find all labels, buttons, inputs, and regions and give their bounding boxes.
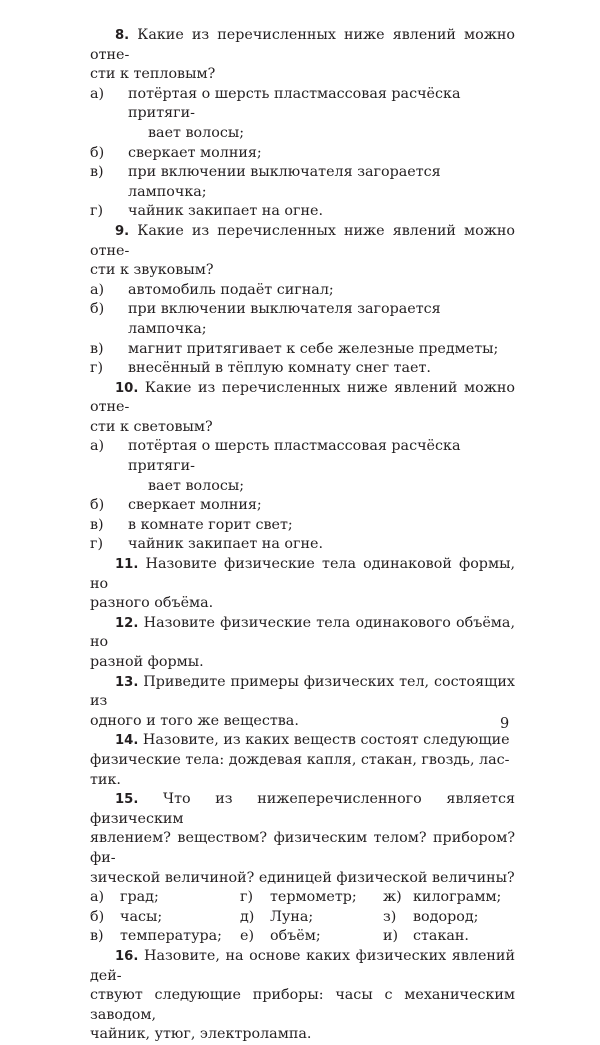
- page-number: 9: [500, 716, 510, 732]
- option-line: вает волосы;: [148, 124, 245, 141]
- answer-option: [90, 281, 515, 301]
- option-letter: и): [383, 928, 399, 945]
- question-line: чайник, утюг, электролампа.: [90, 1026, 312, 1043]
- question-text: [90, 790, 515, 888]
- question-line: физические тела: дождевая капля, стакан, гвоздь, лас-: [90, 751, 510, 768]
- question-9: [90, 222, 515, 379]
- grid-option: [240, 888, 383, 908]
- option-letter: а): [90, 438, 105, 455]
- question-line: Назовите физические тела одинаковой формы, но: [90, 556, 515, 592]
- option-line: вает волосы;: [148, 477, 245, 494]
- question-8: [90, 26, 515, 222]
- answer-option: [90, 535, 515, 555]
- question-line: Назовите физические тела одинакового объёма, но: [90, 614, 515, 651]
- question-number: 15.: [115, 792, 139, 808]
- grid-option: [383, 888, 515, 908]
- option-letter: б): [90, 301, 105, 318]
- grid-option: [90, 888, 240, 908]
- option-text: при включении выключателя загорается лампочка;: [128, 164, 441, 200]
- option-letter: б): [90, 497, 105, 514]
- question-line: сти к звуковым?: [90, 262, 214, 279]
- question-line: Что из нижеперечисленного является физическим: [90, 791, 515, 827]
- option-letter: д): [240, 908, 255, 925]
- question-10: [90, 379, 515, 555]
- option-letter: г): [90, 536, 104, 553]
- option-text: стакан.: [413, 928, 469, 945]
- option-text: чайник закипает на огне.: [128, 203, 324, 220]
- option-letter: а): [90, 889, 105, 906]
- option-text: автомобиль подаёт сигнал;: [128, 281, 334, 298]
- question-number: 8.: [115, 28, 130, 43]
- option-letter: ж): [383, 889, 402, 906]
- option-text: сверкает молния;: [128, 144, 262, 161]
- question-line: Назовите, на основе каких физических явлений дей-: [90, 947, 515, 984]
- answer-option: [90, 202, 515, 222]
- option-letter: в): [90, 928, 104, 945]
- question-line: Назовите, из каких веществ состоят следующие: [142, 732, 510, 749]
- option-letter: в): [90, 516, 104, 533]
- option-text: сверкает молния;: [128, 497, 262, 514]
- question-16: [90, 947, 515, 1045]
- option-line: потёртая о шерсть пластмассовая расчёска притяги-: [128, 85, 461, 122]
- option-text: водород;: [413, 908, 479, 925]
- option-letter: б): [90, 908, 105, 925]
- grid-option: [240, 927, 383, 947]
- option-letter: а): [90, 85, 105, 102]
- grid-option: [90, 908, 240, 928]
- grid-option: [90, 927, 240, 947]
- option-letter: г): [90, 203, 104, 220]
- question-line: разной формы.: [90, 654, 204, 670]
- option-letter: б): [90, 144, 105, 161]
- answer-option: [90, 516, 515, 536]
- question-number: 10.: [115, 380, 139, 396]
- question-line: Какие из перечисленных ниже явлений можно отне-: [90, 379, 515, 416]
- option-text: [128, 85, 515, 144]
- question-line: разного объёма.: [90, 595, 214, 612]
- answer-option: [90, 496, 515, 516]
- option-text: Луна;: [270, 908, 314, 925]
- question-line: Приведите примеры физических тел, состоящих из: [90, 673, 515, 710]
- question-text: [90, 379, 515, 438]
- question-11: [90, 555, 515, 614]
- answer-option: [90, 163, 515, 202]
- answer-option: [90, 437, 515, 496]
- grid-option: [383, 908, 515, 928]
- answer-option: [90, 359, 515, 379]
- question-13: [90, 673, 515, 732]
- question-line: явлением? веществом? физическим телом? прибором? фи-: [90, 830, 515, 866]
- option-text: температура;: [120, 928, 222, 945]
- option-text: внесённый в тёплую комнату снег тает.: [128, 360, 431, 377]
- question-number: 9.: [115, 223, 130, 239]
- question-line: сти к световым?: [90, 418, 213, 435]
- option-text: термометр;: [270, 889, 357, 906]
- question-line: Какие из перечисленных ниже явлений можно отне-: [90, 222, 515, 259]
- question-number: 14.: [115, 733, 139, 749]
- grid-option: [383, 927, 515, 947]
- question-15: [90, 790, 515, 947]
- option-text: магнит притягивает к себе железные предметы;: [128, 340, 499, 357]
- options-grid: [90, 888, 515, 947]
- question-number: 13.: [115, 674, 139, 690]
- answer-option: [90, 300, 515, 339]
- question-line: Какие из перечисленных ниже явлений можно отне-: [90, 27, 515, 63]
- option-letter: в): [90, 164, 104, 181]
- question-number: 11.: [115, 557, 139, 573]
- question-line: тик.: [90, 771, 121, 788]
- question-number: 16.: [115, 948, 139, 964]
- option-letter: а): [90, 281, 105, 298]
- question-line: ствуют следующие приборы: часы с механическим заводом,: [90, 987, 515, 1023]
- answer-option: [90, 340, 515, 360]
- question-number: 12.: [115, 615, 139, 631]
- option-text: [128, 437, 515, 496]
- option-text: часы;: [120, 908, 163, 925]
- question-text: [90, 26, 515, 85]
- option-line: потёртая о шерсть пластмассовая расчёска притяги-: [128, 438, 461, 475]
- option-text: чайник закипает на огне.: [128, 536, 324, 553]
- question-line: зической величиной? единицей физической величины?: [90, 869, 515, 886]
- option-letter: з): [383, 908, 397, 925]
- answer-option: [90, 85, 515, 144]
- option-text: килограмм;: [413, 889, 502, 906]
- option-text: объём;: [270, 928, 321, 945]
- option-text: град;: [120, 889, 159, 906]
- question-line: сти к тепловым?: [90, 66, 216, 83]
- answer-option: [90, 144, 515, 164]
- question-14: [90, 731, 515, 790]
- option-text: при включении выключателя загорается лампочка;: [128, 301, 441, 337]
- option-letter: г): [90, 360, 104, 377]
- question-line: одного и того же вещества.: [90, 712, 299, 729]
- option-letter: в): [90, 340, 104, 357]
- question-12: [90, 614, 515, 673]
- grid-option: [240, 908, 383, 928]
- page-content: [90, 26, 515, 1045]
- option-letter: г): [240, 889, 254, 906]
- question-text: [90, 222, 515, 281]
- option-letter: е): [240, 928, 255, 945]
- option-text: в комнате горит свет;: [128, 516, 293, 533]
